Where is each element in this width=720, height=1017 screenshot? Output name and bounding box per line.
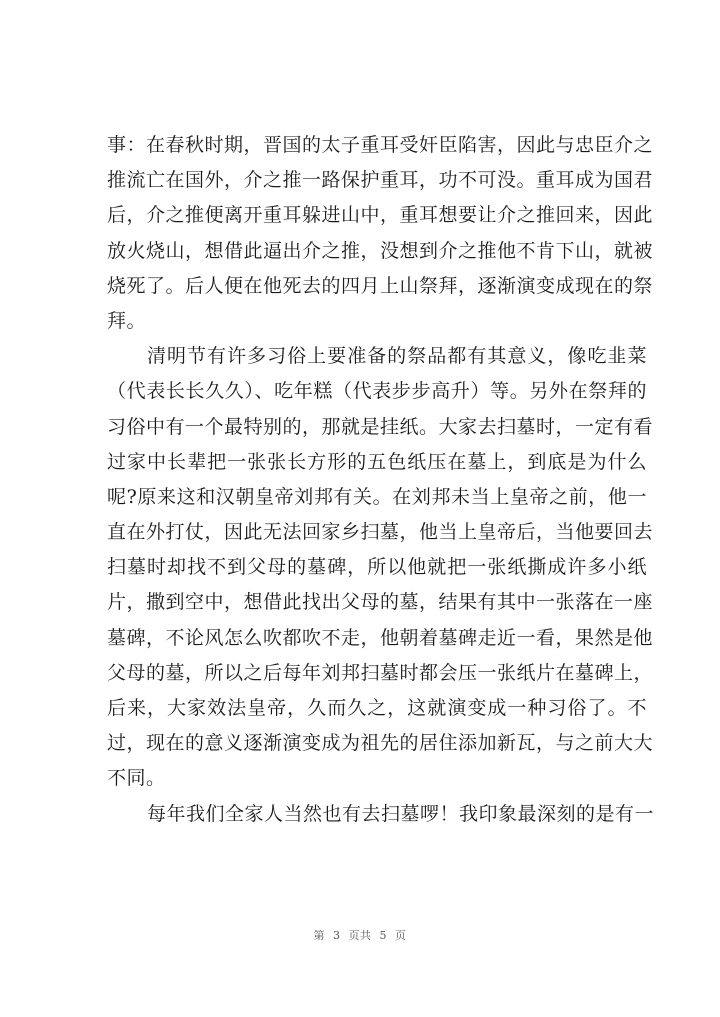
text-line: 每年我们全家人当然也有去扫墓啰！我印象最深刻的是有一 xyxy=(147,802,655,825)
text-line: 事：在春秋时期，晋国的太子重耳受奸臣陷害，因此与忠臣介之 xyxy=(107,134,654,156)
text-line: （代表长长久久）、吃年糕（代表步步高升）等。另外在祭拜的 xyxy=(107,380,647,403)
text-line: 后来，大家效法皇帝，久而久之，这就演变成一种习俗了。不 xyxy=(107,697,647,719)
page-label-prefix: 第 xyxy=(313,929,325,942)
text-line: 习俗中有一个最特别的，那就是挂纸。大家去扫墓时，一定有看 xyxy=(107,415,654,438)
text-line: 直在外打仗，因此无法回家乡扫墓，他当上皇帝后，当他要回去 xyxy=(107,521,654,544)
page-label-suffix: 页 xyxy=(395,929,407,942)
body-text xyxy=(107,128,655,832)
text-line: 呢?原来这和汉朝皇帝刘邦有关。在刘邦未当上皇帝之前，他一 xyxy=(107,485,647,508)
text-line: 放火烧山，想借此逼出介之推，没想到介之推他不肯下山，就被 xyxy=(107,239,654,262)
text-line: 拜。 xyxy=(107,309,147,332)
text-line: 过家中长辈把一张张长方形的五色纸压在墓上，到底是为什么 xyxy=(107,450,647,473)
text-line: 清明节有许多习俗上要准备的祭品都有其意义，像吃韭菜 xyxy=(147,345,647,368)
page-footer xyxy=(0,927,720,943)
text-line: 推流亡在国外，介之推一路保护重耳，功不可没。重耳成为国君 xyxy=(107,169,654,192)
current-page-number: 3 xyxy=(333,929,341,942)
text-line: 父母的墓，所以之后每年刘邦扫墓时都会压一张纸片在墓碑上， xyxy=(107,661,654,684)
total-pages-number: 5 xyxy=(379,929,387,942)
text-line: 片，撒到空中，想借此找出父母的墓，结果有其中一张落在一座 xyxy=(107,591,654,614)
page-label-middle: 页共 xyxy=(348,929,372,942)
text-line: 过，现在的意义逐渐演变成为祖先的居住添加新瓦，与之前大大 xyxy=(107,732,654,755)
text-line: 后，介之推便离开重耳躲进山中，重耳想要让介之推回来，因此 xyxy=(107,204,654,227)
text-line: 不同。 xyxy=(107,767,166,790)
text-line: 墓碑，不论风怎么吹都吹不走，他朝着墓碑走近一看，果然是他 xyxy=(107,626,654,649)
text-line: 扫墓时却找不到父母的墓碑，所以他就把一张纸撕成许多小纸 xyxy=(107,556,647,579)
text-line: 烧死了。后人便在他死去的四月上山祭拜，逐渐演变成现在的祭 xyxy=(107,274,654,297)
